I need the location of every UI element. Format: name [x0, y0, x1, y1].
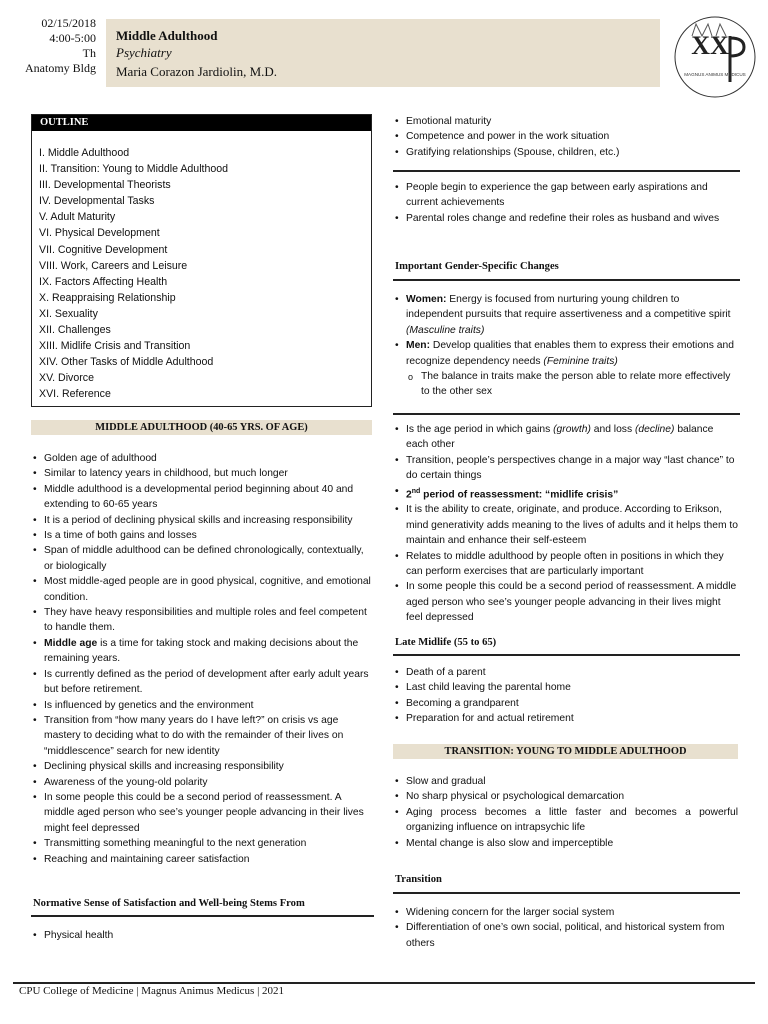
list-item: • Differentiation of one’s own social, political, and historical system from others — [393, 920, 738, 951]
outline-item: VI. Physical Development — [39, 227, 160, 240]
list-item: • Preparation for and actual retirement — [393, 711, 738, 726]
middle-age-term: Middle age — [44, 637, 98, 649]
list-item: • Competence and power in the work situation — [393, 129, 738, 144]
outline-item: VIII. Work, Careers and Leisure — [39, 259, 188, 272]
late-midlife-list — [393, 665, 738, 727]
outline-item: VII. Cognitive Development — [39, 243, 168, 256]
list-item: • Widening concern for the larger social system — [393, 905, 738, 920]
list-item: • It is a period of declining physical skills and increasing responsibility — [31, 513, 374, 528]
list-item — [393, 484, 738, 503]
outline-item: IV. Developmental Tasks — [39, 195, 155, 208]
women-text: Energy is focused from nurturing young children to independent pursuits that require assertiveness and a competitive spirit — [406, 294, 731, 321]
outline-item: XI. Sexuality — [39, 307, 98, 320]
svg-text:XX: XX — [691, 31, 729, 60]
list-item: • Emotional maturity — [393, 114, 738, 129]
gains-decline: (decline) — [634, 424, 675, 435]
list-item: • Is a time of both gains and losses — [31, 528, 374, 543]
list-item: • Transition, people’s perspectives change in a major way “last chance” to do certain things — [393, 453, 738, 484]
list-item: • Gratifying relationships (Spouse, children, etc.) — [393, 145, 738, 160]
transition-list — [393, 774, 738, 851]
outline-item: X. Reappraising Relationship — [39, 291, 176, 304]
list-item: • Is influenced by genetics and the environment — [31, 698, 374, 713]
middle-adulthood-list — [31, 451, 374, 867]
list-item: • Similar to latency years in childhood, but much longer — [31, 466, 374, 481]
session-info — [14, 16, 96, 76]
divider — [393, 413, 740, 415]
batch-logo — [672, 14, 758, 100]
list-item — [393, 422, 738, 453]
top-list — [393, 114, 738, 160]
list-item: • In some people this could be a second period of reassessment. A middle aged person who see’s younger people advancing in their lives might feel depressed — [31, 790, 374, 836]
final-list — [393, 905, 738, 951]
title-banner — [106, 19, 660, 87]
list-item: • Physical health — [31, 928, 374, 943]
gains-list — [393, 422, 738, 626]
list-item: • Awareness of the young-old polarity — [31, 775, 374, 790]
gains-text: Is the age period in which gains — [406, 424, 554, 435]
list-item: • People begin to experience the gap between early aspirations and current achievements — [393, 180, 738, 211]
list-item: • Golden age of adulthood — [31, 451, 374, 466]
men-italic: (Feminine traits) — [543, 355, 618, 367]
late-midlife-heading: Late Midlife (55 to 65) — [395, 637, 497, 648]
outline-item: XVI. Reference — [39, 388, 111, 401]
list-item: • Span of middle adulthood can be defined chronologically, contextually, or biologically — [31, 543, 374, 574]
list-item: • Reaching and maintaining career satisfaction — [31, 852, 374, 867]
gains-text-2: and loss — [590, 424, 635, 435]
list-item: • Relates to middle adulthood by people often in positions in which they can perform exercises that are particularly important — [393, 549, 738, 580]
list-item — [31, 636, 374, 667]
logo-caption: MAGNUS ANIMUS MEDICUS — [684, 72, 746, 77]
section-middle-adulthood: MIDDLE ADULTHOOD (40-65 YRS. OF AGE) — [31, 420, 372, 435]
divider — [393, 279, 740, 281]
sub-list-item: o The balance in traits make the person able to relate more effectively to the other sex — [393, 369, 738, 400]
divider — [393, 654, 740, 656]
outline-list — [39, 145, 228, 403]
transition-heading: Transition — [395, 874, 442, 885]
gains-growth: (growth) — [553, 424, 591, 435]
list-item: • Most middle-aged people are in good physical, cognitive, and emotional condition. — [31, 574, 374, 605]
list-item: • No sharp physical or psychological demarcation — [393, 789, 738, 804]
list-item: • Declining physical skills and increasing responsibility — [31, 759, 374, 774]
reassess-suffix: nd — [411, 487, 421, 495]
list-item: • In some people this could be a second period of reassessment. A middle aged person who see’s younger people advancing in their lives might feel depressed — [393, 579, 738, 625]
footer-text: CPU College of Medicine | Magnus Animus Medicus | 2021 — [19, 985, 285, 997]
list-item: • Transition from “how many years do I have left?” on crisis vs age mastery to deciding what to do with the remainder of their lives on “middlescence” search for new identity — [31, 713, 374, 759]
outline-item: II. Transition: Young to Middle Adulthood — [39, 163, 229, 176]
session-day: Th — [82, 46, 96, 60]
women-label: Women: — [406, 294, 447, 305]
outline-item: XV. Divorce — [39, 372, 94, 385]
divider — [393, 892, 740, 894]
list-item: • Parental roles change and redefine their roles as husband and wives — [393, 211, 738, 226]
reassess-text: period of reassessment: “midlife crisis” — [420, 489, 619, 501]
gains-text-3: balance each other — [406, 424, 714, 451]
outline-heading: OUTLINE — [32, 115, 371, 131]
list-item: • Slow and gradual — [393, 774, 738, 789]
list-item: • Middle adulthood is a developmental period beginning about 40 and extending to 60-65 years — [31, 482, 374, 513]
gender-list — [393, 292, 738, 400]
list-item: • Becoming a grandparent — [393, 696, 738, 711]
outline-box — [31, 114, 372, 407]
outline-item: V. Adult Maturity — [39, 211, 116, 224]
outline-item: XIII. Midlife Crisis and Transition — [39, 340, 191, 353]
session-date: 02/15/2018 — [41, 16, 96, 30]
list-item: • Is currently defined as the period of development after early adult years but before retirement. — [31, 667, 374, 698]
men-text: Develop qualities that enables them to express their emotions and recognize dependency needs — [406, 340, 734, 367]
normative-heading: Normative Sense of Satisfaction and Well-being Stems From — [33, 898, 305, 909]
divider — [393, 170, 740, 172]
gender-heading: Important Gender-Specific Changes — [395, 261, 559, 272]
page-title: Middle Adulthood — [116, 28, 218, 43]
reassess-number: 2 — [406, 489, 412, 501]
gap-list — [393, 180, 738, 226]
list-item: • Death of a parent — [393, 665, 738, 680]
outline-item: IX. Factors Affecting Health — [39, 275, 168, 288]
footer-divider — [13, 982, 755, 984]
session-venue: Anatomy Bldg — [25, 61, 96, 75]
list-item — [393, 292, 738, 338]
list-item: • It is the ability to create, originate, and produce. According to Erikson, mind generativity adds meaning to the lives of adults and it helps them to maintain and enhance their self-esteem — [393, 502, 738, 548]
outline-item: III. Developmental Theorists — [39, 179, 171, 192]
divider — [31, 915, 374, 917]
middle-age-text: is a time for taking stock and making decisions about the remaining years. — [44, 637, 359, 665]
outline-item: I. Middle Adulthood — [39, 147, 130, 159]
normative-list — [31, 928, 374, 943]
session-time: 4:00-5:00 — [49, 31, 96, 45]
list-item: • Transmitting something meaningful to the next generation — [31, 836, 374, 851]
list-item: • Mental change is also slow and imperceptible — [393, 836, 738, 851]
outline-item: XIV. Other Tasks of Middle Adulthood — [39, 356, 214, 369]
list-item: • Aging process becomes a little faster and becomes a powerful organizing influence on intrapsychic life — [393, 805, 738, 836]
list-item: • Last child leaving the parental home — [393, 680, 738, 695]
subject: Psychiatry — [116, 45, 172, 60]
list-item — [393, 338, 738, 369]
men-label: Men: — [406, 340, 431, 352]
section-transition: TRANSITION: YOUNG TO MIDDLE ADULTHOOD — [393, 744, 738, 759]
lecturer: Maria Corazon Jardiolin, M.D. — [116, 64, 278, 79]
outline-item: XII. Challenges — [39, 324, 111, 337]
women-italic: (Masculine traits) — [406, 324, 485, 336]
list-item: • They have heavy responsibilities and multiple roles and feel competent to handle them. — [31, 605, 374, 636]
